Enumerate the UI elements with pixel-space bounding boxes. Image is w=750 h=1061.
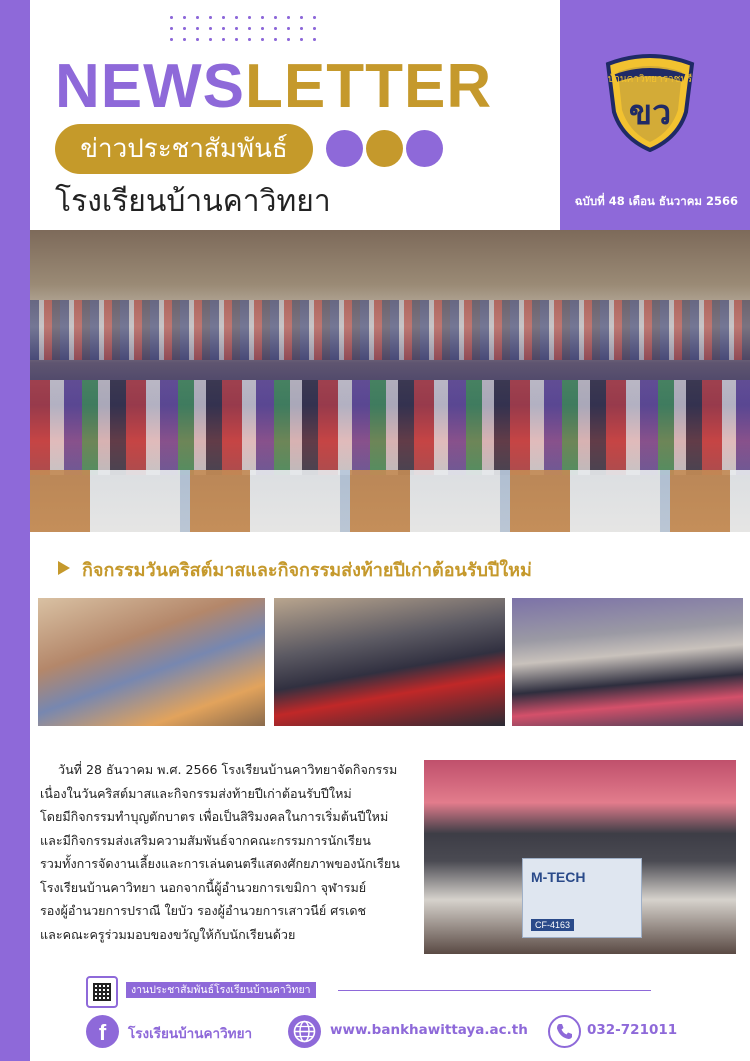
title-letter: LETTER xyxy=(245,52,493,121)
svg-text:f: f xyxy=(98,1020,107,1045)
photo-gift-handover xyxy=(424,760,736,954)
article-line: และมีกิจกรรมส่งเสริมความสัมพันธ์จากคณะกรรมการนักเรียน xyxy=(40,832,371,848)
hero-group-photo xyxy=(30,230,750,532)
qr-code-icon[interactable] xyxy=(86,976,118,1008)
article-line: รองผู้อำนวยการปราณี ใยบัว รองผู้อำนวยการเสาวนีย์ ศรเดช xyxy=(40,903,367,918)
issue-info: ฉบับที่ 48 เดือน ธันวาคม 2566 xyxy=(574,194,738,208)
newsletter-title xyxy=(55,52,492,122)
decorative-circle-gold xyxy=(366,130,403,167)
fan-gift-box xyxy=(522,858,642,938)
article-line: วันที่ 28 ธันวาคม พ.ศ. 2566 โรงเรียนบ้านคาวิทยาจัดกิจกรรม xyxy=(58,762,398,777)
photo-new-year-party xyxy=(512,598,743,726)
article-line: โรงเรียนบ้านคาวิทยา นอกจากนี้ผู้อำนวยการเขมิกา จุฬารมย์ xyxy=(40,879,367,895)
subtitle-pill: ข่าวประชาสัมพันธ์ xyxy=(55,124,313,174)
decorative-circle-purple-2 xyxy=(406,130,443,167)
facebook-glyph xyxy=(86,1015,119,1048)
article-line: โดยมีกิจกรรมทำบุญตักบาตร เพื่อเป็นสิริมงคลในการเริ่มต้นปีใหม่ xyxy=(40,809,389,824)
logo-monogram: ขว xyxy=(628,93,672,133)
footer-divider xyxy=(338,990,651,991)
facebook-icon[interactable] xyxy=(86,1015,119,1048)
hero-people-row xyxy=(30,380,750,475)
article-line: และคณะครูร่วมมอบของขวัญให้กับนักเรียนด้วย xyxy=(40,926,296,942)
phone-number[interactable]: 032-721011 xyxy=(587,1022,678,1038)
article-heading-text: กิจกรรมวันคริสต์มาสและกิจกรรมส่งท้ายปีเก่าต้อนรับปีใหม่ xyxy=(82,560,532,581)
pr-department-label: งานประชาสัมพันธ์โรงเรียนบ้านคาวิทยา xyxy=(126,982,316,998)
article-line: รวมทั้งการจัดงานเลี้ยงและการเล่นดนตรีแสดงศักยภาพของนักเรียน xyxy=(40,856,400,871)
photo-merit-making xyxy=(38,598,265,726)
globe-glyph xyxy=(288,1015,321,1048)
hero-prize-boxes xyxy=(30,470,750,532)
box-brand: M-TECH xyxy=(531,869,586,885)
school-name: โรงเรียนบ้านคาวิทยา xyxy=(55,184,331,219)
article-body xyxy=(40,758,418,946)
logo-text: บ้านคาวิทยาราชบุรี xyxy=(607,74,693,85)
left-accent-bar xyxy=(0,0,30,1061)
school-logo xyxy=(598,52,702,152)
phone-icon[interactable] xyxy=(548,1015,581,1048)
globe-icon[interactable] xyxy=(288,1015,321,1048)
triangle-bullet-icon xyxy=(58,561,70,575)
photo-santa-gifts xyxy=(274,598,505,726)
decorative-dot-grid xyxy=(165,12,320,46)
article-line: เนื่องในวันคริสต์มาสและกิจกรรมส่งท้ายปีเก่าต้อนรับปีใหม่ xyxy=(40,785,352,801)
article-heading xyxy=(58,555,532,584)
facebook-link[interactable]: โรงเรียนบ้านคาวิทยา xyxy=(128,1026,253,1042)
hero-crowd-row xyxy=(30,300,750,360)
website-link[interactable]: www.bankhawittaya.ac.th xyxy=(330,1022,528,1038)
title-news: NEWS xyxy=(55,52,245,121)
qr-pattern xyxy=(93,983,111,1001)
phone-glyph xyxy=(550,1017,579,1046)
box-model: CF-4163 xyxy=(531,919,574,931)
decorative-circle-purple xyxy=(326,130,363,167)
